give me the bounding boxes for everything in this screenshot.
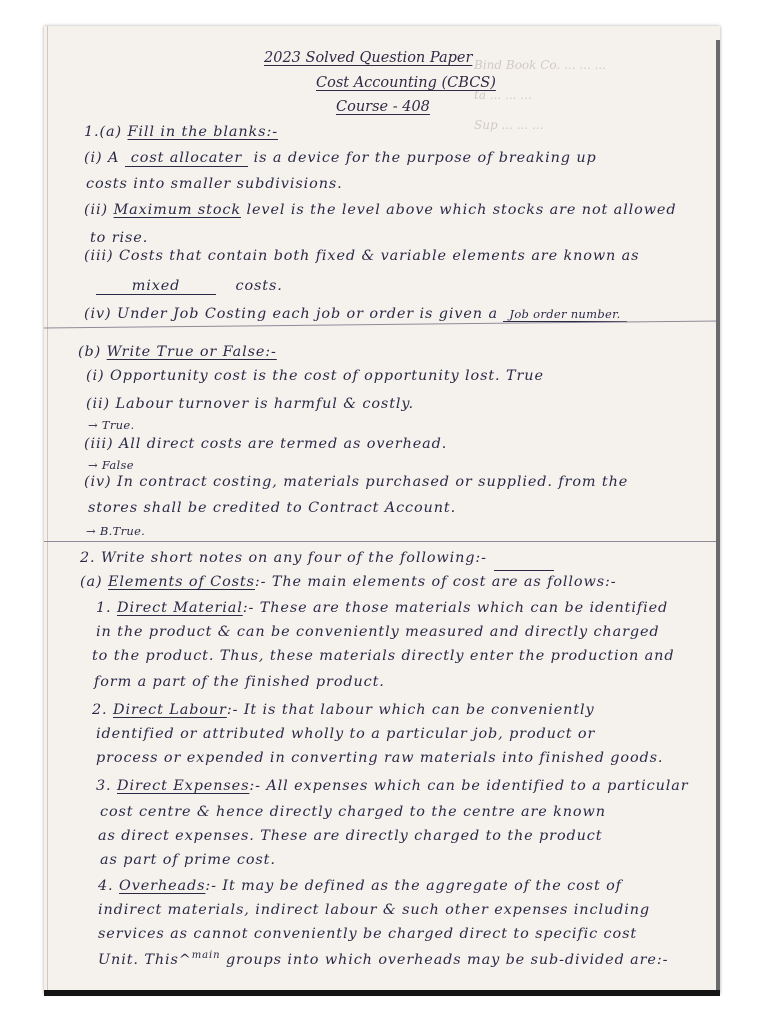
q1b-heading <box>78 344 277 360</box>
q1b-number: (b) <box>78 344 102 360</box>
bleed-through-text-1: Bind Book Co. ... ... ... <box>474 58 607 72</box>
point2-title: Direct Labour <box>113 702 227 718</box>
header-paper-title: 2023 Solved Question Paper <box>264 50 473 66</box>
q1b-item-iv-line1: (iv) In contract costing, materials purchased or supplied. from the <box>84 474 629 490</box>
q1b-title: Write True or False:- <box>106 344 277 360</box>
section-divider-2 <box>44 541 720 542</box>
inserted-word: main <box>191 950 221 961</box>
q1a-i-continuation: costs into smaller subdivisions. <box>86 176 343 192</box>
bleed-through-text-2: ta ... ... ... <box>474 88 532 102</box>
header-subject: Cost Accounting (CBCS) <box>316 75 496 91</box>
point3-title: Direct Expenses <box>117 778 250 794</box>
q2a-point1-line3: to the product. Thus, these materials directly enter the production and <box>92 648 675 664</box>
q2a-point4-line1 <box>98 878 622 894</box>
q1a-i-prefix: (i) A <box>84 150 120 166</box>
point2-text: :- It is that labour which can be conveniently <box>226 702 595 718</box>
q2a-number: (a) <box>80 574 103 590</box>
q1a-ii-prefix: (ii) <box>84 202 109 218</box>
q1a-iv-answer-blank: Job order number. <box>503 307 626 322</box>
q2a-point2-line2: identified or attributed wholly to a particular job, product or <box>96 726 596 742</box>
point4-number: 4. <box>98 878 114 894</box>
point1-title: Direct Material <box>117 600 243 616</box>
q1a-iii-answer-row <box>96 278 283 295</box>
bleed-through-text-3: Sup ... ... ... <box>474 118 544 132</box>
q2a-point3-line3: as direct expenses. These are directly charged to the product <box>98 828 603 844</box>
point1-text: :- These are those materials which can be identified <box>242 600 669 616</box>
notebook-page <box>44 26 720 994</box>
point3-text: :- All expenses which can be identified to a particular <box>249 778 689 794</box>
q2-heading: 2. Write short notes on any four of the following:- <box>80 550 487 566</box>
q1b-item-iii: (iii) All direct costs are termed as overhead. <box>84 436 448 452</box>
q1a-iv-text: (iv) Under Job Costing each job or order is given a <box>84 306 498 322</box>
header-course: Course - 408 <box>336 99 430 115</box>
page-shadow-bottom <box>44 990 720 996</box>
point4-line4-start: Unit. This <box>98 951 179 968</box>
q1a-item-iv <box>84 306 627 322</box>
q2a-title: Elements of Costs <box>108 574 255 590</box>
q2-heading-underline <box>494 570 554 571</box>
q2a-point3-line4: as part of prime cost. <box>100 852 276 868</box>
q2a-point4-line3: services as cannot conveniently be charged direct to specific cost <box>98 926 638 942</box>
point3-number: 3. <box>96 778 112 794</box>
q2a-heading <box>80 574 617 590</box>
point2-number: 2. <box>92 702 108 718</box>
point4-line4-end: groups into which overheads may be sub-divided are:- <box>225 951 669 968</box>
q1a-item-iii: (iii) Costs that contain both fixed & variable elements are known as <box>84 248 640 264</box>
q2a-point1-line2: in the product & can be conveniently measured and directly charged <box>96 624 660 640</box>
q1a-title: Fill in the blanks:- <box>127 124 278 140</box>
q1a-heading <box>84 124 278 140</box>
q1b-item-i: (i) Opportunity cost is the cost of opportunity lost. True <box>86 368 544 384</box>
q1b-iii-answer: → False <box>88 458 134 472</box>
q1a-iii-answer-blank: mixed <box>96 278 216 295</box>
page-margin-line <box>47 26 48 994</box>
q1a-number: 1.(a) <box>84 124 123 140</box>
q1a-ii-answer: Maximum stock <box>113 202 242 218</box>
q1a-iii-text: costs. <box>235 278 283 294</box>
q1a-ii-continuation: to rise. <box>90 230 149 246</box>
q1a-item-i <box>84 150 597 167</box>
q2a-point4-line4 <box>98 950 668 968</box>
q1b-item-ii: (ii) Labour turnover is harmful & costly. <box>86 396 414 412</box>
q1b-item-iv-line2: stores shall be credited to Contract Account. <box>88 500 457 516</box>
q2a-point2-line1 <box>92 702 595 718</box>
page-shadow-right <box>716 40 720 992</box>
q2a-point1-line1 <box>96 600 668 616</box>
q1a-i-text: is a device for the purpose of breaking up <box>253 150 597 166</box>
q2a-point3-line1 <box>96 778 689 794</box>
q2a-point4-line2: indirect materials, indirect labour & such other expenses including <box>98 902 651 918</box>
q1a-i-answer-blank: cost allocater <box>125 150 248 167</box>
q2a-point1-line4: form a part of the finished product. <box>94 674 385 690</box>
insertion-caret: ^ <box>178 951 192 968</box>
point4-title: Overheads <box>119 878 206 894</box>
q1b-iv-answer: → B.True. <box>86 524 146 538</box>
q1a-ii-text: level is the level above which stocks are not allowed <box>246 202 677 218</box>
q1b-ii-answer: → True. <box>88 418 135 432</box>
q2a-point2-line3: process or expended in converting raw materials into finished goods. <box>96 750 664 766</box>
q1a-item-ii <box>84 202 676 218</box>
point4-text: :- It may be defined as the aggregate of the cost of <box>205 878 622 894</box>
point1-number: 1. <box>96 600 112 616</box>
q2a-intro: :- The main elements of cost are as follows:- <box>254 574 617 590</box>
q2a-point3-line2: cost centre & hence directly charged to the centre are known <box>100 804 606 820</box>
